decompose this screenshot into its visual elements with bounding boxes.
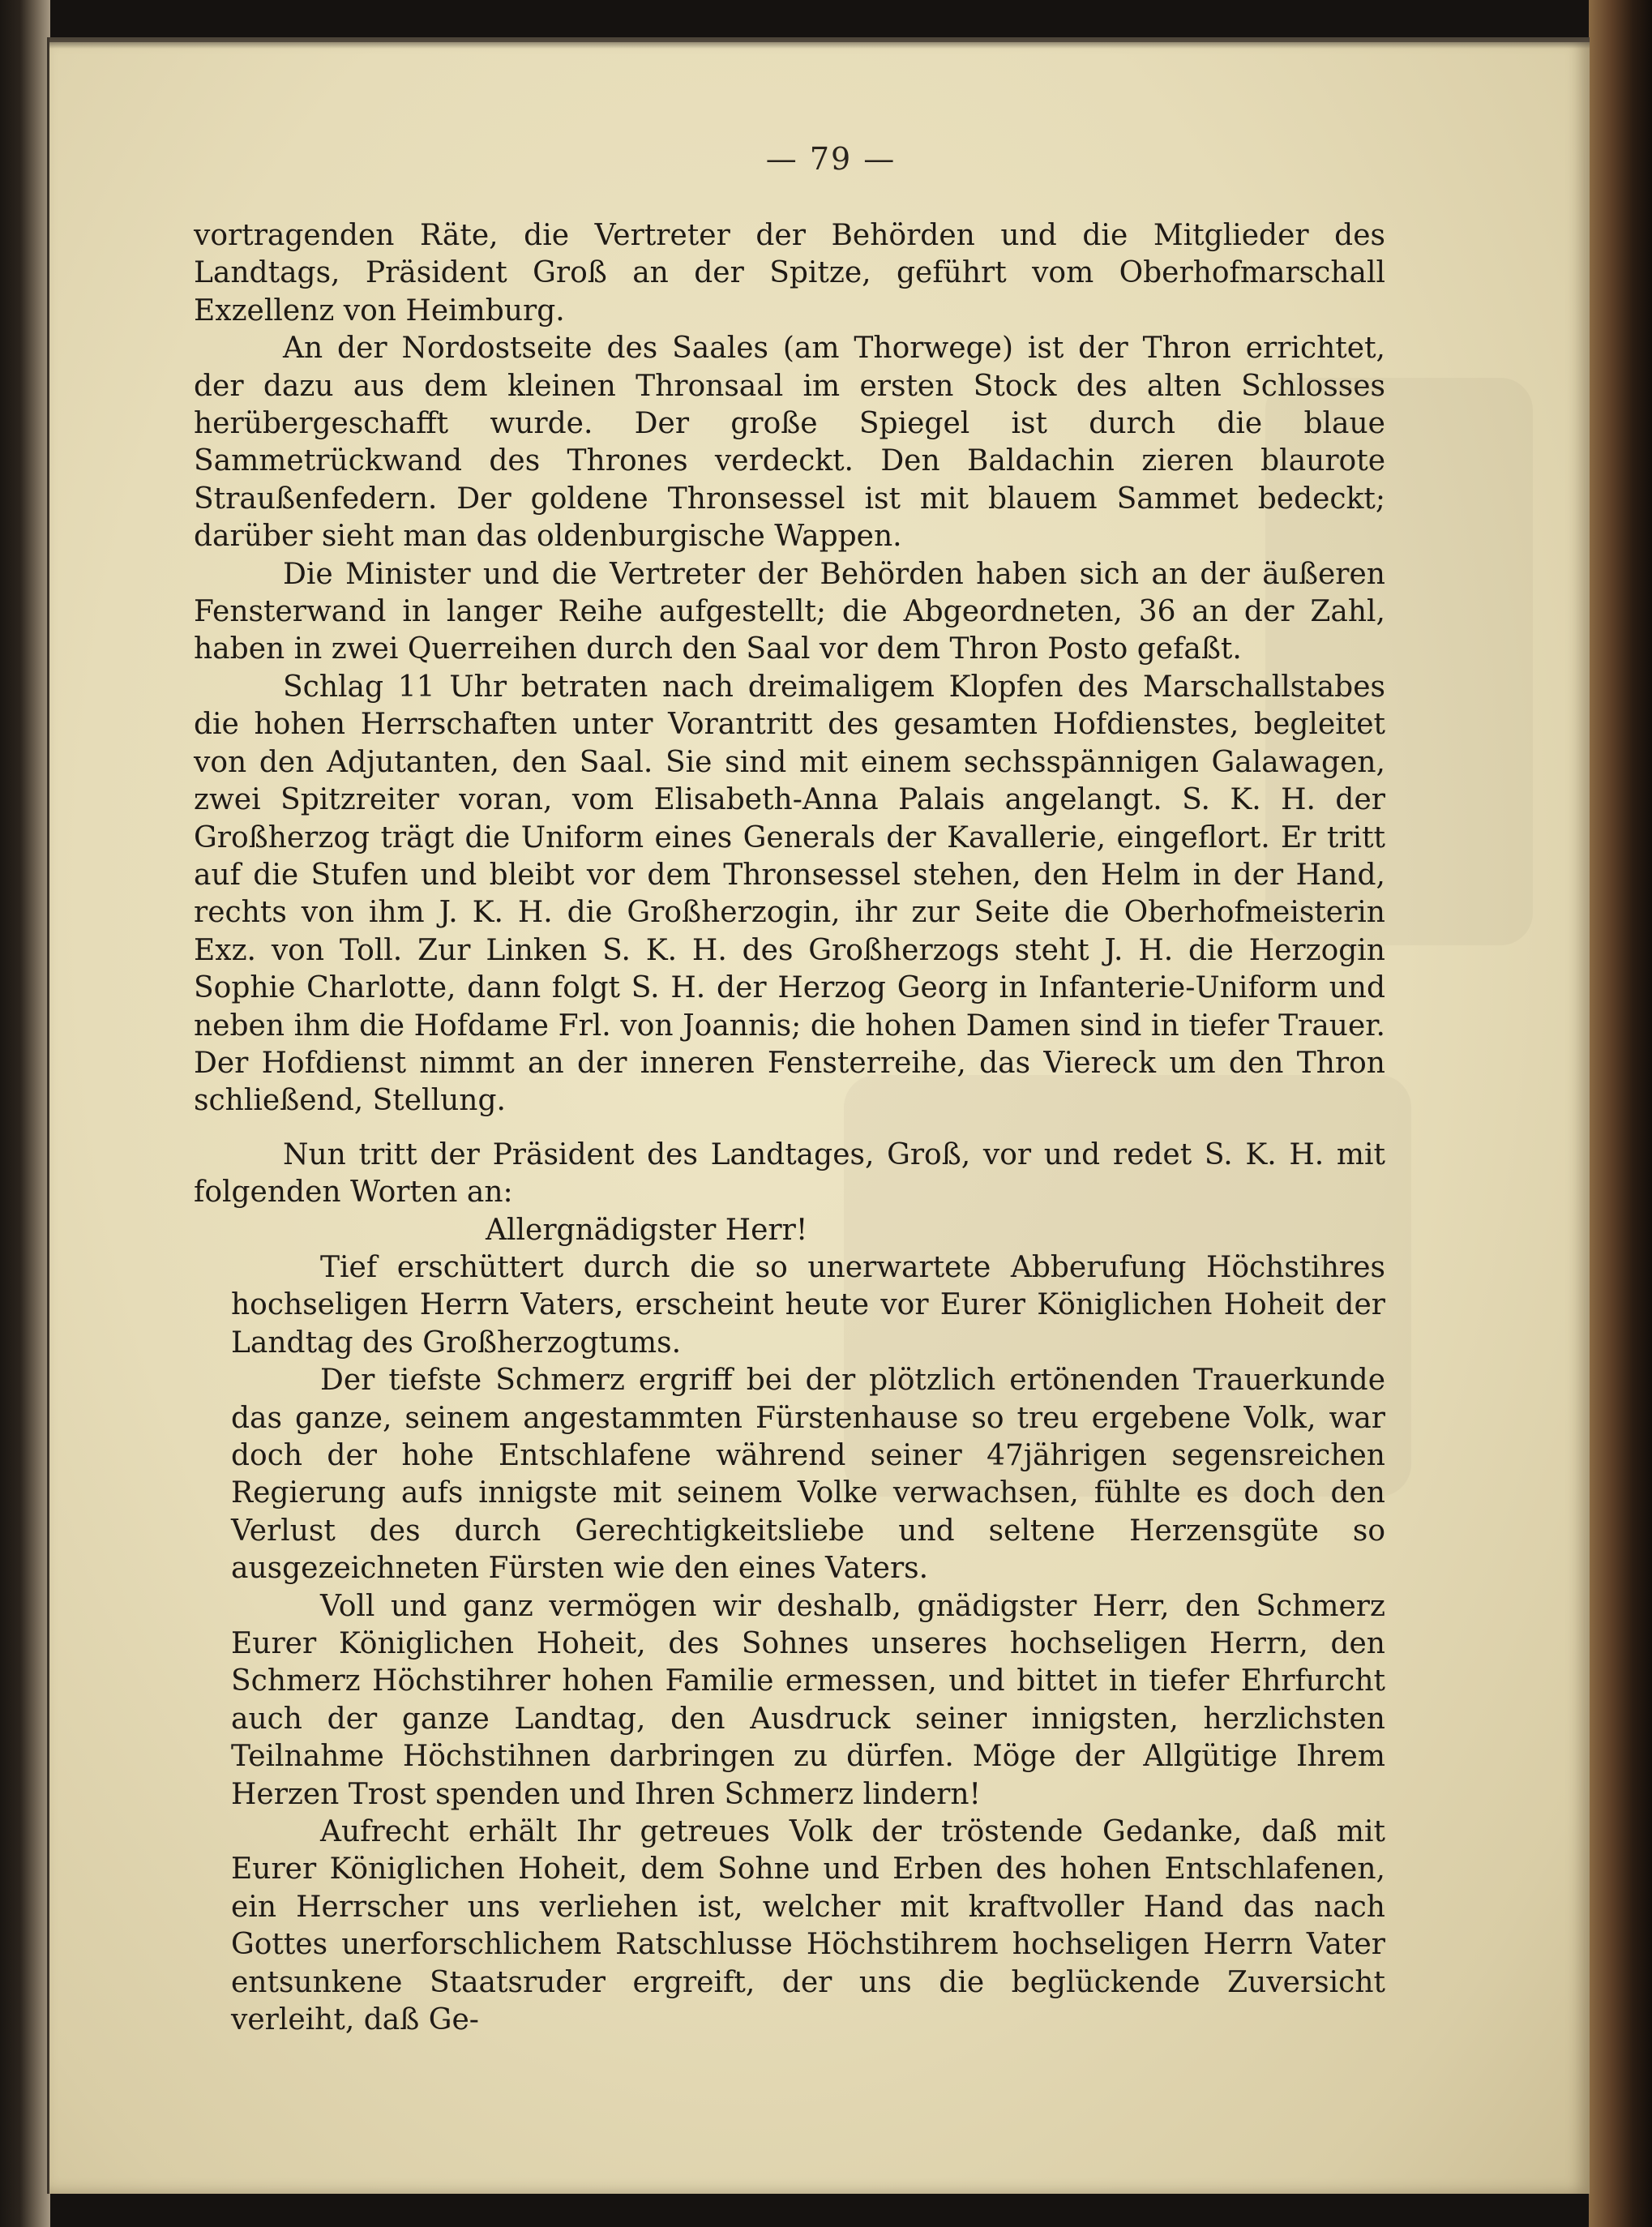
page-number: — 79 — xyxy=(765,141,897,177)
left-page-edge xyxy=(0,0,50,2227)
paragraph: Schlag 11 Uhr betraten nach dreimaligem Klopfen des Marschallstabes die hohen Herrschaften unter Vorantritt des gesamten Hofdienstes, begleitet von den Adjutanten, den Saal. Sie sind mit einem sechsspännigen Galawagen, zwei Spitzreiter voran, vom Elisabeth-Anna Palais angelangt. S. K. H. der Großherzog trägt die Uniform eines Generals der Kavallerie, eingeflort. Er tritt auf die Stufen und bleibt vor dem Thronsessel stehen, den Helm in der Hand, rechts von ihm J. K. H. die Großherzogin, ihr zur Seite die Oberhofmeisterin Exz. von Toll. Zur Linken S. K. H. des Großherzogs steht J. H. die Herzogin Sophie Charlotte, dann folgt S. H. der Herzog Georg in Infanterie-Uniform und neben ihm die Hofdame Frl. von Joannis; die hohen Damen sind in tiefer Trauer. Der Hofdienst nimmt an der inneren Fensterreihe, das Viereck um den Thron schließend, Stellung. xyxy=(194,670,1385,1118)
speech-paragraph: Aufrecht erhält Ihr getreues Volk der tröstende Gedanke, daß mit Eurer Königlichen Hoheit, dem Sohne und Erben des hohen Entschlafenen, ein Herrscher uns verliehen ist, welcher mit kraftvoller Hand das nach Gottes unerforschlichem Ratschlusse Höchstihrem hochseligen Herrn Vater entsunkene Staatsruder ergreift, der uns die beglückende Zuversicht verleiht, daß Ge- xyxy=(231,1815,1385,2037)
speech-salutation: Allergnädigster Herr! xyxy=(486,1213,808,1247)
paragraph: An der Nordostseite des Saales (am Thorwege) ist der Thron errichtet, der dazu aus dem kleinen Thronsaal im ersten Stock des alten Schlosses herübergeschafft wurde. Der große Spiegel ist durch die blaue Sammetrückwand des Thrones verdeckt. Den Baldachin zieren blaurote Straußenfedern. Der goldene Thronsessel ist mit blauem Sammet bedeckt; darüber sieht man das oldenburgische Wappen. xyxy=(194,332,1385,554)
speech-paragraph: Tief erschüttert durch die so unerwartete Abberufung Höchstihres hochseligen Herrn Vaters, erscheint heute vor Eurer Königlichen Hoheit der Landtag des Großherzogtums. xyxy=(231,1250,1385,1360)
book-spine-edge xyxy=(1589,0,1652,2227)
speech-paragraph: Voll und ganz vermögen wir deshalb, gnädigster Herr, den Schmerz Eurer Königlichen Hoheit, des Sohnes unseres hochseligen Herrn, den Schmerz Höchstihrer hohen Familie ermessen, und bittet in tiefer Ehrfurcht auch der ganze Landtag, den Ausdruck seiner innigsten, herzlichsten Teilnahme Höchstihnen darbringen zu dürfen. Möge der Allgütige Ihrem Herzen Trost spenden und Ihren Schmerz lindern! xyxy=(231,1589,1385,1811)
body-text xyxy=(194,217,1385,2040)
paragraph: Die Minister und die Vertreter der Behörden haben sich an der äußeren Fensterwand in langer Reihe aufgestellt; die Abgeordneten, 36 an der Zahl, haben in zwei Querreihen durch den Saal vor dem Thron Posto gefaßt. xyxy=(194,557,1385,666)
page-top-shadow xyxy=(49,37,1590,49)
page-sheet xyxy=(47,37,1590,2194)
paragraph: vortragenden Räte, die Vertreter der Behörden und die Mitglieder des Landtags, Präsident Groß an der Spitze, geführt vom Oberhofmarschall Exzellenz von Heimburg. xyxy=(194,219,1385,328)
speech-paragraph: Der tiefste Schmerz ergriff bei der plötzlich ertönenden Trauerkunde das ganze, seinem angestammten Fürstenhause so treu ergebene Volk, war doch der hohe Entschlafene während seiner 47jährigen segensreichen Regierung aufs innigste mit seinem Volke verwachsen, fühlte es doch den Verlust des durch Gerechtigkeitsliebe und seltene Herzensgüte so ausgezeichneten Fürsten wie den eines Vaters. xyxy=(231,1364,1385,1586)
paragraph: Nun tritt der Präsident des Landtages, Groß, vor und redet S. K. H. mit folgenden Worten an: xyxy=(194,1137,1385,1210)
